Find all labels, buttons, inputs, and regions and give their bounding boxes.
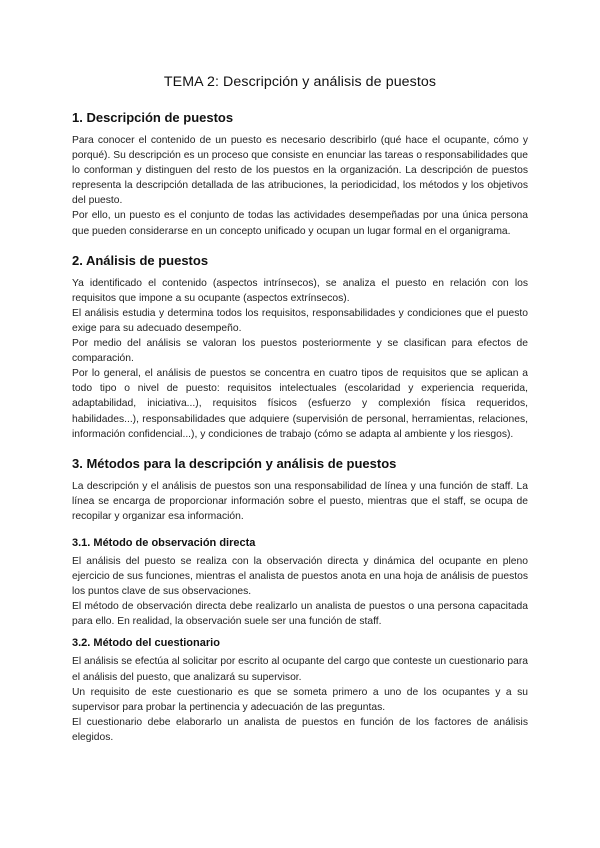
paragraph: El análisis del puesto se realiza con la observación directa y dinámica del ocupante en pleno ejercicio de sus funciones, mientras el analista de puestos anota en una hoja de análisis de puestos los puntos clave de sus observaciones. — [72, 555, 528, 598]
section-heading: 2. Análisis de puestos — [72, 252, 209, 268]
paragraph: Para conocer el contenido de un puesto es necesario describirlo (qué hace el ocupante, cómo y porqué). Su descripción es un proceso que consiste en enunciar las tareas o responsabilidades que lo conforman y distinguen del resto de los puestos en la organización. La descripción de puestos representa la descripción detallada de las atribuciones, la periodicidad, los métodos y los objetivos del puesto. — [72, 135, 528, 207]
paragraph: El análisis se efectúa al solicitar por escrito al ocupante del cargo que conteste un cuestionario para el análisis del puesto, que analizará su supervisor. — [72, 656, 528, 683]
section-heading: 1. Descripción de puestos — [72, 110, 234, 125]
section-descripcion — [72, 110, 528, 239]
section-heading: 3. Métodos para la descripción y análisis de puestos — [72, 455, 397, 471]
section-analisis — [72, 253, 528, 442]
paragraph: El análisis estudia y determina todos los requisitos, responsabilidades y condiciones que el puesto exige para su adecuado desempeño. — [72, 307, 528, 334]
subsection-heading: 3.1. Método de observación directa — [72, 536, 256, 549]
section-metodos — [72, 456, 528, 745]
document-title: TEMA 2: Descripción y análisis de puestos — [163, 74, 437, 90]
paragraph: La descripción y el análisis de puestos son una responsabilidad de línea y una función de staff. La línea se encarga de proporcionar información sobre el puesto, mientras que el staff, se ocupa de recopilar y organizar esa información. — [72, 480, 528, 522]
paragraph: El cuestionario debe elaborarlo un analista de puestos en función de los factores de análisis elegidos. — [72, 716, 528, 743]
paragraph: Un requisito de este cuestionario es que se someta primero a uno de los ocupantes y a su supervisor para probar la pertinencia y adecuación de las preguntas. — [72, 686, 528, 713]
subsection-heading: 3.2. Método del cuestionario — [72, 637, 220, 650]
subsection-observacion — [72, 537, 528, 629]
paragraph: El método de observación directa debe realizarlo un analista de puestos o una persona capacitada para ello. En realidad, la observación suele ser una función de staff. — [72, 601, 528, 628]
paragraph: Por ello, un puesto es el conjunto de todas las actividades desempeñadas por una única persona que pueden considerarse en un concepto unificado y ocupan un lugar formal en el organigrama. — [72, 210, 528, 237]
subsection-cuestionario — [72, 637, 528, 745]
paragraph: Por lo general, el análisis de puestos se concentra en cuatro tipos de requisitos que se aplican a todo tipo o nivel de puesto: requisitos intelectuales (escolaridad y experiencia requerida, adaptabilidad, iniciativa...), requisitos físicos (esfuerzo y complexión física requeridos, habilidades...), responsabilidades que adquiere (supervisión de personal, herramientas, relaciones, información confidencial...), y condiciones de trabajo (cómo se adapta al ambiente y los riesgos). — [72, 368, 528, 440]
paragraph: Ya identificado el contenido (aspectos intrínsecos), se analiza el puesto en relación con los requisitos que impone a su ocupante (aspectos extrínsecos). — [72, 277, 528, 304]
paragraph: Por medio del análisis se valoran los puestos posteriormente y se clasifican para efectos de comparación. — [72, 338, 528, 365]
